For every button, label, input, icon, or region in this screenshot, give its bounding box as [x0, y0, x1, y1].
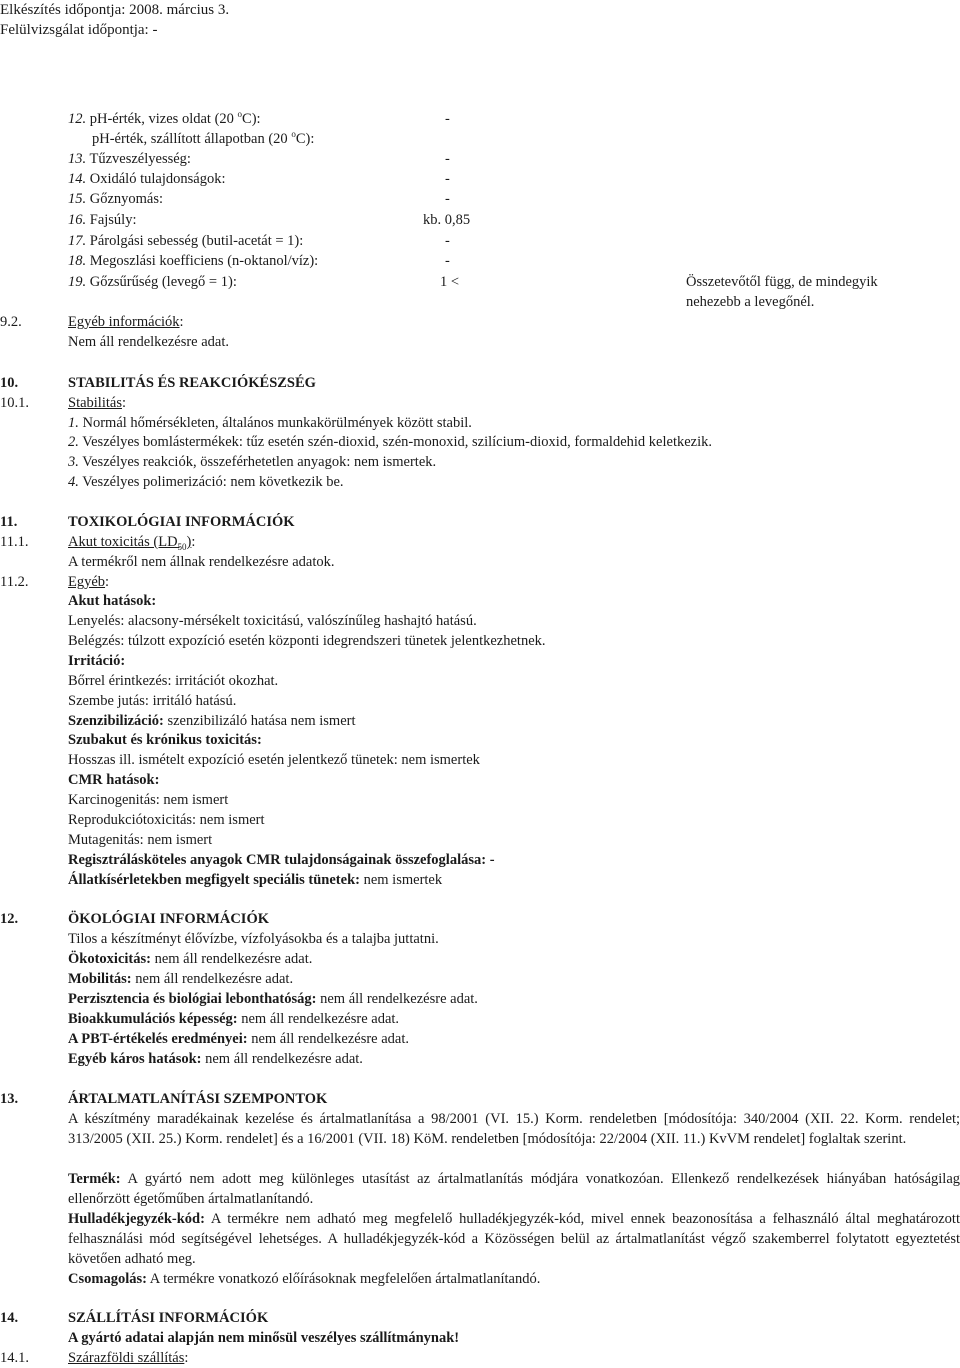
eco-line: Ökotoxicitás: nem áll rendelkezésre adat.	[68, 951, 313, 967]
subsection-number: 10.1.	[0, 395, 29, 411]
eco-line: Perzisztencia és biológiai lebonthatóság: nem áll rendelkezésre adat.	[68, 991, 478, 1007]
prop-note: nehezebb a levegőnél.	[686, 294, 815, 310]
tox-line: Irritáció:	[68, 653, 126, 669]
subsection-title: Egyéb információk:	[68, 314, 184, 330]
subsection-number: 11.1.	[0, 534, 29, 550]
prop-ph-aqueous: 12. pH-érték, vizes oldat (20 $^o$C):	[68, 109, 261, 127]
eco-line: Egyéb káros hatások: nem áll rendelkezésre adat.	[68, 1051, 363, 1067]
prop-note: Összetevőtől függ, de mindegyik	[686, 274, 878, 290]
disposal-product: Termék: A gyártó nem adott meg különleges utasítást az ártalmatlanítás módjára vonatkozóan. Ellenkező rendelkezések hiányában hatóságilag ellenőrzött égetőműben ártalmatlanítandó.	[68, 1171, 960, 1207]
prop-flammability: 13. Tűzveszélyesség:	[68, 151, 191, 167]
tox-line: Karcinogenitás: nem ismert	[68, 792, 229, 808]
eco-line: Mobilitás: nem áll rendelkezésre adat.	[68, 971, 294, 987]
tox-line: Lenyelés: alacsony-mérsékelt toxicitású, valószínűleg hashajtó hatású.	[68, 613, 477, 629]
tox-line: Bőrrel érintkezés: irritációt okozhat.	[68, 673, 279, 689]
transport-note: A gyártó adatai alapján nem minősül veszélyes szállítmánynak!	[68, 1330, 460, 1346]
prop-vapor-pressure: 15. Gőznyomás:	[68, 191, 164, 207]
section-number: 14.	[0, 1310, 19, 1326]
tox-line: Mutagenitás: nem ismert	[68, 832, 213, 848]
list-item: 4. Veszélyes polimerizáció: nem következik be.	[68, 474, 344, 490]
prop-value: -	[445, 111, 450, 127]
prop-value: -	[445, 253, 450, 269]
disposal-paragraph: A készítmény maradékainak kezelése és ártalmatlanítása a 98/2001 (VI. 15.) Korm. rendeletben [módosítója: 340/2004 (XII. 22. Korm. rendelet; 313/2005 (XII. 25.) Korm. rendelet] és a 16/2001 (VII. 18) KöM. rendeletben [módosítója: 22/2004 (XII. 11.) KvVM rendelet] foglaltak szerint.	[68, 1111, 960, 1147]
prop-value: kb. 0,85	[423, 212, 471, 228]
tox-line: Hosszas ill. ismételt expozíció esetén jelentkező tünetek: nem ismertek	[68, 752, 480, 768]
tox-line: Akut hatások:	[68, 593, 157, 609]
eco-line: Tilos a készítményt élővízbe, vízfolyásokba és a talajba juttatni.	[68, 931, 439, 947]
review-date: Felülvizsgálat időpontja: -	[0, 22, 158, 38]
list-item: 1. Normál hőmérsékleten, általános munkakörülmények között stabil.	[68, 415, 472, 431]
prop-value: -	[445, 151, 450, 167]
disposal-packaging: Csomagolás: A termékre vonatkozó előírásoknak megfelelően ártalmatlanítandó.	[68, 1271, 541, 1287]
prop-vapor-density: 19. Gőzsűrűség (levegő = 1):	[68, 274, 237, 290]
prop-value: -	[445, 171, 450, 187]
prop-ph-delivered: pH-érték, szállított állapotban (20 $^o$C):	[92, 129, 315, 147]
prop-value: -	[445, 191, 450, 207]
list-item: 3. Veszélyes reakciók, összeférhetetlen anyagok: nem ismertek.	[68, 454, 437, 470]
tox-line: Szembe jutás: irritáló hatású.	[68, 693, 237, 709]
list-item: 2. Veszélyes bomlástermékek: tűz esetén szén-dioxid, szén-monoxid, szilícium-dioxid, formaldehid keletkezik.	[68, 434, 713, 450]
tox-line: Szubakut és krónikus toxicitás:	[68, 732, 262, 748]
section-title: STABILITÁS ÉS REAKCIÓKÉSZSÉG	[68, 375, 316, 391]
tox-line: CMR hatások:	[68, 772, 160, 788]
subsection-title: Stabilitás:	[68, 395, 127, 411]
subsection-number: 11.2.	[0, 574, 29, 590]
tox-line: Belégzés: túlzott expozíció esetén központi idegrendszeri tünetek jelentkezhetnek.	[68, 633, 546, 649]
prop-evaporation: 17. Párolgási sebesség (butil-acetát = 1):	[68, 233, 304, 249]
section-number: 12.	[0, 911, 19, 927]
eco-line: A PBT-értékelés eredményei: nem áll rendelkezésre adat.	[68, 1031, 410, 1047]
eco-line: Bioakkumulációs képesség: nem áll rendelkezésre adat.	[68, 1011, 400, 1027]
tox-line: Regisztrálásköteles anyagok CMR tulajdonságainak összefoglalása: -	[68, 852, 495, 868]
section-number: 11.	[0, 514, 18, 530]
created-date: Elkészítés időpontja: 2008. március 3.	[0, 2, 230, 18]
tox-line: Állatkísérletekben megfigyelt speciális tünetek: nem ismertek	[68, 872, 443, 888]
section-number: 13.	[0, 1091, 19, 1107]
prop-value: -	[445, 233, 450, 249]
prop-value: 1 <	[440, 274, 460, 290]
prop-partition: 18. Megoszlási koefficiens (n-oktanol/víz):	[68, 253, 319, 269]
subsection-title: Akut toxicitás $(LD_{50})$:	[68, 534, 196, 552]
section-title: TOXIKOLÓGIAI INFORMÁCIÓK	[68, 514, 295, 530]
tox-line: Szenzibilizáció: szenzibilizáló hatása nem ismert	[68, 713, 356, 729]
prop-oxidizing: 14. Oxidáló tulajdonságok:	[68, 171, 226, 187]
disposal-waste-code: Hulladékjegyzék-kód: A termékre nem adható meg megfelelő hulladékjegyzék-kód, mivel ennek beazonosítása a felhasználó által meghatározott felhasználási mód segítségével lehetséges. A hulladékjegyzék-kód a Közösségen belül az ártalmatlanítást végző szakemberrel folytatott egyeztetést követően adható meg.	[68, 1211, 960, 1267]
section-title: SZÁLLÍTÁSI INFORMÁCIÓK	[68, 1310, 269, 1326]
section-title: ÁRTALMATLANÍTÁSI SZEMPONTOK	[68, 1091, 328, 1107]
body-text: Nem áll rendelkezésre adat.	[68, 334, 230, 350]
body-text: A termékről nem állnak rendelkezésre adatok.	[68, 554, 335, 570]
section-title: ÖKOLÓGIAI INFORMÁCIÓK	[68, 911, 269, 927]
prop-density: 16. Fajsúly:	[68, 212, 137, 228]
section-number: 10.	[0, 375, 19, 391]
subsection-number: 14.1.	[0, 1350, 29, 1366]
tox-line: Reprodukciótoxicitás: nem ismert	[68, 812, 265, 828]
subsection-title: Szárazföldi szállítás:	[68, 1350, 189, 1366]
subsection-number: 9.2.	[0, 314, 22, 330]
subsection-title: Egyéb:	[68, 574, 110, 590]
